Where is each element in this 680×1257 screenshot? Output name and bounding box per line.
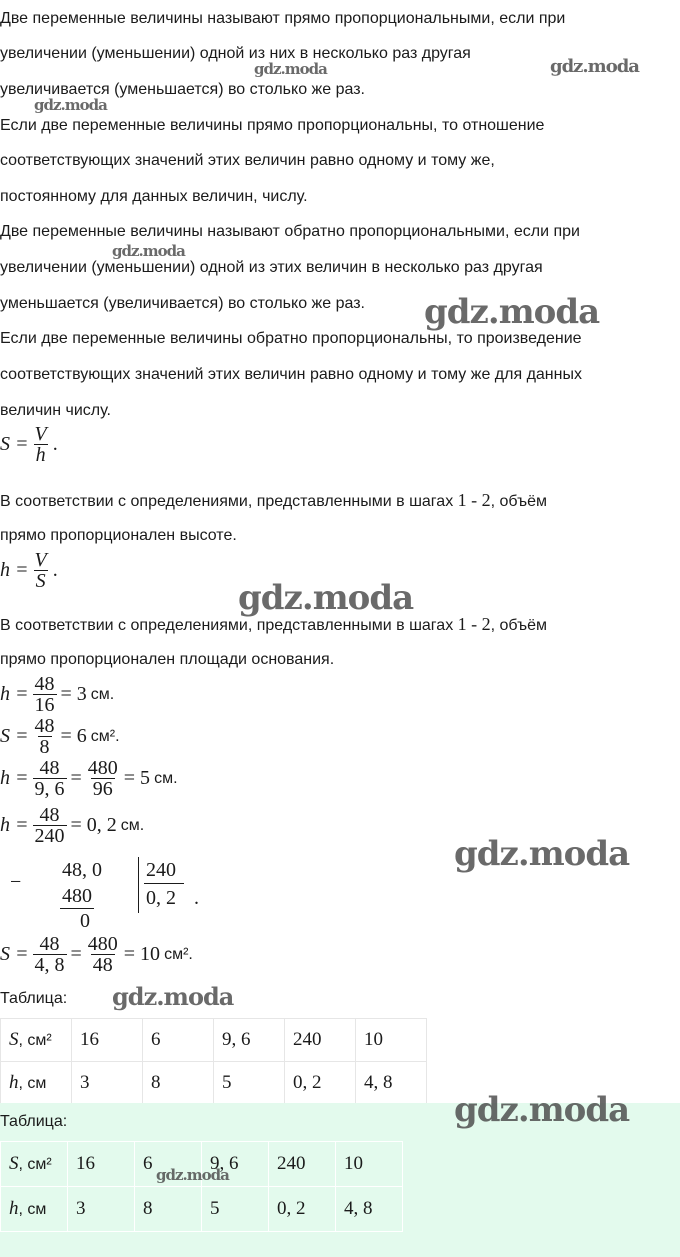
unit: см. <box>154 769 178 787</box>
table-cell: 8 <box>135 1187 202 1232</box>
table-row <box>1 1062 427 1105</box>
table-cell: 8 <box>143 1062 214 1105</box>
text-line <box>0 615 680 635</box>
text-segment: В соответствии с определениями, представленными в шагах <box>0 493 454 510</box>
table-cell: 16 <box>68 1142 135 1187</box>
formula-rhs: = 5 <box>123 767 151 789</box>
text-line: увеличении (уменьшении) одной из этих величин в несколько раз другая <box>0 259 543 276</box>
text-line: Если две переменные величины прямо пропорциональны, то отношение <box>0 117 545 134</box>
numerator: 48 <box>39 804 60 826</box>
unit: см. <box>90 685 115 703</box>
table-cell: 3 <box>68 1187 135 1232</box>
table-row <box>1 1019 427 1062</box>
table-cell: 16 <box>72 1019 143 1062</box>
equals: = <box>70 943 82 965</box>
formula-s-v-h <box>0 424 58 465</box>
dividend: 48, 0 <box>62 859 102 881</box>
formula-lhs: S = <box>0 433 29 455</box>
formula-rhs: = 10 <box>123 943 161 965</box>
quotient: 0, 2 <box>146 887 176 909</box>
table-cell: 240 <box>285 1019 356 1062</box>
formula-s-6 <box>0 716 120 757</box>
formula-h-v-s <box>0 550 58 591</box>
formula-lhs: h = <box>0 559 29 581</box>
table-cell: 9, 6 <box>214 1019 285 1062</box>
text-line: соответствующих значений этих величин равно одному и тому же для данных <box>0 366 582 383</box>
denominator: 9, 6 <box>34 778 65 800</box>
denominator: 48 <box>92 954 113 976</box>
formula-s-10 <box>0 934 193 975</box>
text-line: Две переменные величины называют прямо пропорциональными, если при <box>0 10 566 27</box>
row-header: S, см² <box>1 1142 68 1187</box>
watermark: gdz.moda <box>454 834 630 874</box>
fraction <box>33 424 49 465</box>
unit: см. <box>120 816 145 834</box>
text-line: прямо пропорционален площади основания. <box>0 651 335 668</box>
text-segment: В соответствии с определениями, представленными в шагах <box>0 617 454 634</box>
table-cell: 4, 8 <box>356 1062 427 1105</box>
numerator: 48 <box>39 757 60 779</box>
fraction <box>33 758 67 799</box>
fraction <box>33 934 67 975</box>
table-cell: 4, 8 <box>336 1187 403 1232</box>
numerator: 48 <box>34 715 55 737</box>
numerator: 48 <box>39 933 60 955</box>
formula-tail: . <box>52 433 58 455</box>
formula-lhs: S = <box>0 943 29 965</box>
numerator: 480 <box>87 757 118 779</box>
text-segment: , объём <box>490 617 547 634</box>
table-cell: 3 <box>72 1062 143 1105</box>
denominator: 8 <box>39 736 50 758</box>
row-header: S, см² <box>1 1019 72 1062</box>
numerator: V <box>34 423 47 445</box>
text-line: Если две переменные величины обратно пропорциональны, то произведение <box>0 330 582 347</box>
denominator: S <box>35 570 46 592</box>
divisor: 240 <box>146 859 176 881</box>
formula-lhs: h = <box>0 814 29 836</box>
table-caption: Таблица: <box>0 990 68 1007</box>
formula-tail: . <box>52 559 58 581</box>
remainder: 0 <box>80 910 90 932</box>
table-cell: 6 <box>135 1142 202 1187</box>
text-line: Две переменные величины называют обратно пропорциональными, если при <box>0 223 580 240</box>
division-tail: . <box>194 887 199 909</box>
subtrahend: 480 <box>62 885 92 907</box>
table-cell: 6 <box>143 1019 214 1062</box>
watermark: gdz.moda <box>550 56 639 77</box>
text-line: соответствующих значений этих величин равно одному и тому же, <box>0 152 495 169</box>
formula-rhs: = 6 <box>60 725 87 747</box>
division-bar <box>138 857 139 913</box>
text-line: увеличении (уменьшении) одной из них в несколько раз другая <box>0 45 471 62</box>
watermark: gdz.moda <box>454 1090 630 1130</box>
watermark: gdz.moda <box>112 242 185 260</box>
table-cell: 5 <box>214 1062 285 1105</box>
formula-rhs: = 3 <box>60 683 87 705</box>
table-caption: Таблица: <box>0 1113 68 1130</box>
fraction <box>33 805 67 846</box>
row-header: h, см <box>1 1187 68 1232</box>
table-cell: 240 <box>269 1142 336 1187</box>
denominator: 240 <box>34 825 65 847</box>
divisor-line <box>144 883 184 884</box>
denominator: h <box>35 444 46 466</box>
text-line: увеличивается (уменьшается) во столько же раз. <box>0 81 365 98</box>
formula-h-5 <box>0 758 178 799</box>
fraction <box>33 550 49 591</box>
unit: см². <box>90 727 120 745</box>
watermark: gdz.moda <box>112 982 234 1011</box>
text-line: постоянному для данных величин, числу. <box>0 188 308 205</box>
denominator: 4, 8 <box>34 954 65 976</box>
text-segment: , объём <box>490 493 547 510</box>
watermark: gdz.moda <box>156 1166 229 1184</box>
formula-lhs: h = <box>0 767 29 789</box>
step-ref: 1 - 2 <box>457 490 491 510</box>
fraction <box>33 716 57 757</box>
denominator: 16 <box>34 694 55 716</box>
unit: см². <box>164 945 193 963</box>
fraction <box>86 758 120 799</box>
formula-lhs: S = <box>0 725 29 747</box>
numerator: 480 <box>87 933 118 955</box>
table-cell: 0, 2 <box>285 1062 356 1105</box>
long-division <box>0 855 220 935</box>
table-cell: 5 <box>202 1187 269 1232</box>
formula-h-02 <box>0 805 144 846</box>
watermark: gdz.moda <box>238 578 414 618</box>
equals: = <box>70 767 82 789</box>
step-ref: 1 - 2 <box>457 614 491 634</box>
formula-lhs: h = <box>0 683 29 705</box>
formula-h-3 <box>0 674 114 715</box>
denominator: 96 <box>92 778 113 800</box>
row-header: h, см <box>1 1062 72 1105</box>
numerator: V <box>34 549 47 571</box>
watermark: gdz.moda <box>34 96 107 114</box>
formula-rhs: = 0, 2 <box>70 814 117 836</box>
fraction <box>33 674 57 715</box>
fraction <box>86 934 120 975</box>
numerator: 48 <box>34 673 55 695</box>
watermark: gdz.moda <box>424 292 600 332</box>
table-row <box>1 1187 403 1232</box>
table-cell: 10 <box>356 1019 427 1062</box>
data-table <box>0 1018 427 1105</box>
table-cell: 9, 6 <box>202 1142 269 1187</box>
table-cell: 10 <box>336 1142 403 1187</box>
text-line: прямо пропорционален высоте. <box>0 527 237 544</box>
text-line: величин числу. <box>0 402 111 419</box>
text-line <box>0 491 680 511</box>
table-cell: 0, 2 <box>269 1187 336 1232</box>
answer-table <box>0 1141 403 1232</box>
text-line: уменьшается (увеличивается) во столько же раз. <box>0 295 365 312</box>
minus-sign: − <box>10 871 22 893</box>
watermark: gdz.moda <box>254 60 327 78</box>
